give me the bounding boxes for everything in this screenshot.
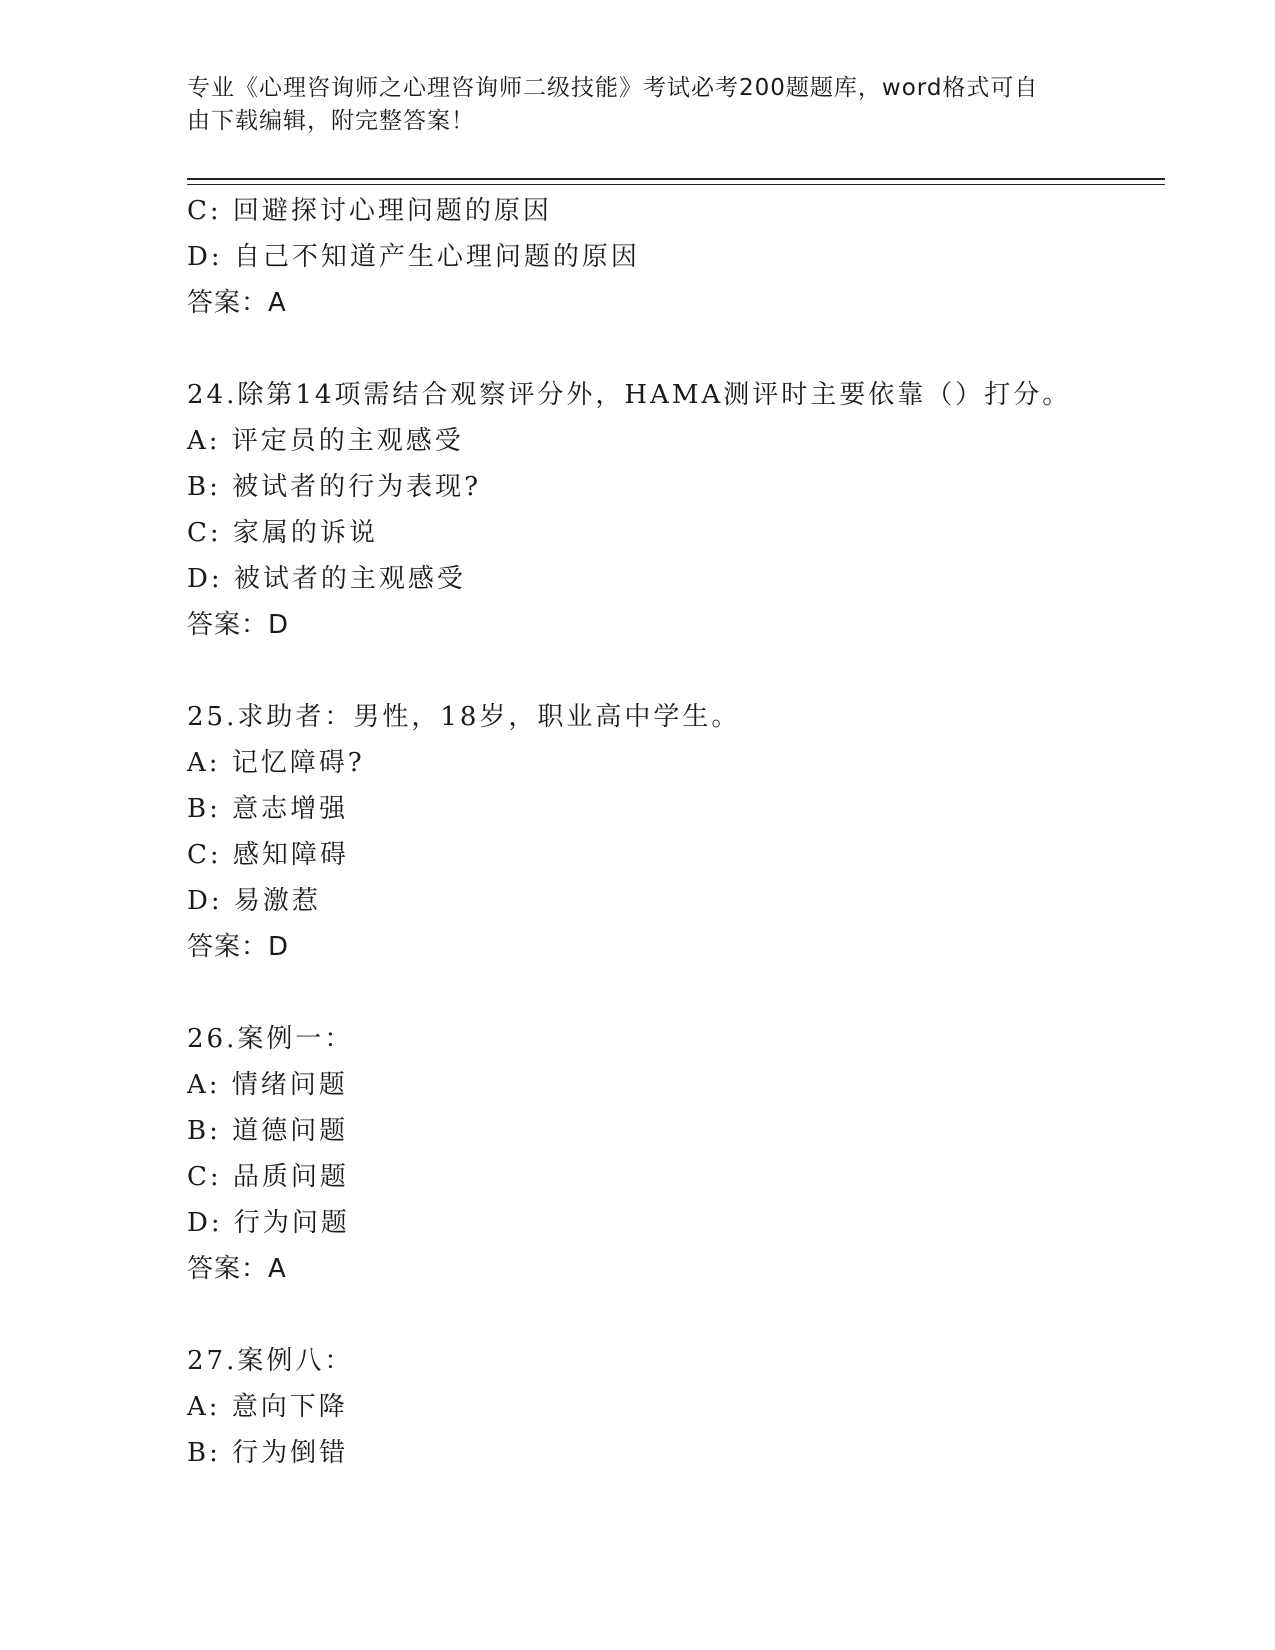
header-rule-thick [187,178,1165,180]
question-line: D: 行为问题 [187,1208,350,1238]
question-line: C: 家属的诉说 [187,518,378,548]
spacer [187,648,1167,694]
question-line: A: 意向下降 [187,1392,348,1422]
spacer [187,970,1167,1016]
header-rule-thin [187,184,1165,185]
question-line: A: 记忆障碍? [187,748,365,778]
answer-line: 答案：D [187,932,290,962]
question-line: B: 被试者的行为表现? [187,472,482,502]
question-line: D: 自己不知道产生心理问题的原因 [187,242,640,272]
question-line: B: 道德问题 [187,1116,349,1146]
question-line: D: 易激惹 [187,886,321,916]
question-line: C: 回避探讨心理问题的原因 [187,196,552,226]
question-list [187,188,1167,1476]
question-line: 26.案例一： [187,1024,354,1054]
question-line: 25.求助者：男性，18岁，职业高中学生。 [187,702,741,732]
question-line: D: 被试者的主观感受 [187,564,466,594]
question-line: 24.除第14项需结合观察评分外，HAMA测评时主要依靠（）打分。 [187,380,1072,410]
question-line: 27.案例八： [187,1346,354,1376]
question-line: A: 情绪问题 [187,1070,348,1100]
header-line-1: 专业《心理咨询师之心理咨询师二级技能》考试必考200题题库，word格式可自 [187,75,1039,101]
question-line: C: 品质问题 [187,1162,349,1192]
answer-line: 答案：A [187,1254,287,1284]
answer-line: 答案：A [187,288,287,318]
header-line-2: 由下载编辑，附完整答案！ [187,108,475,134]
question-line: A: 评定员的主观感受 [187,426,464,456]
question-line: B: 意志增强 [187,794,349,824]
question-line: B: 行为倒错 [187,1438,349,1468]
document-header [187,72,1087,138]
spacer [187,326,1167,372]
answer-line: 答案：D [187,610,290,640]
spacer [187,1292,1167,1338]
question-line: C: 感知障碍 [187,840,349,870]
